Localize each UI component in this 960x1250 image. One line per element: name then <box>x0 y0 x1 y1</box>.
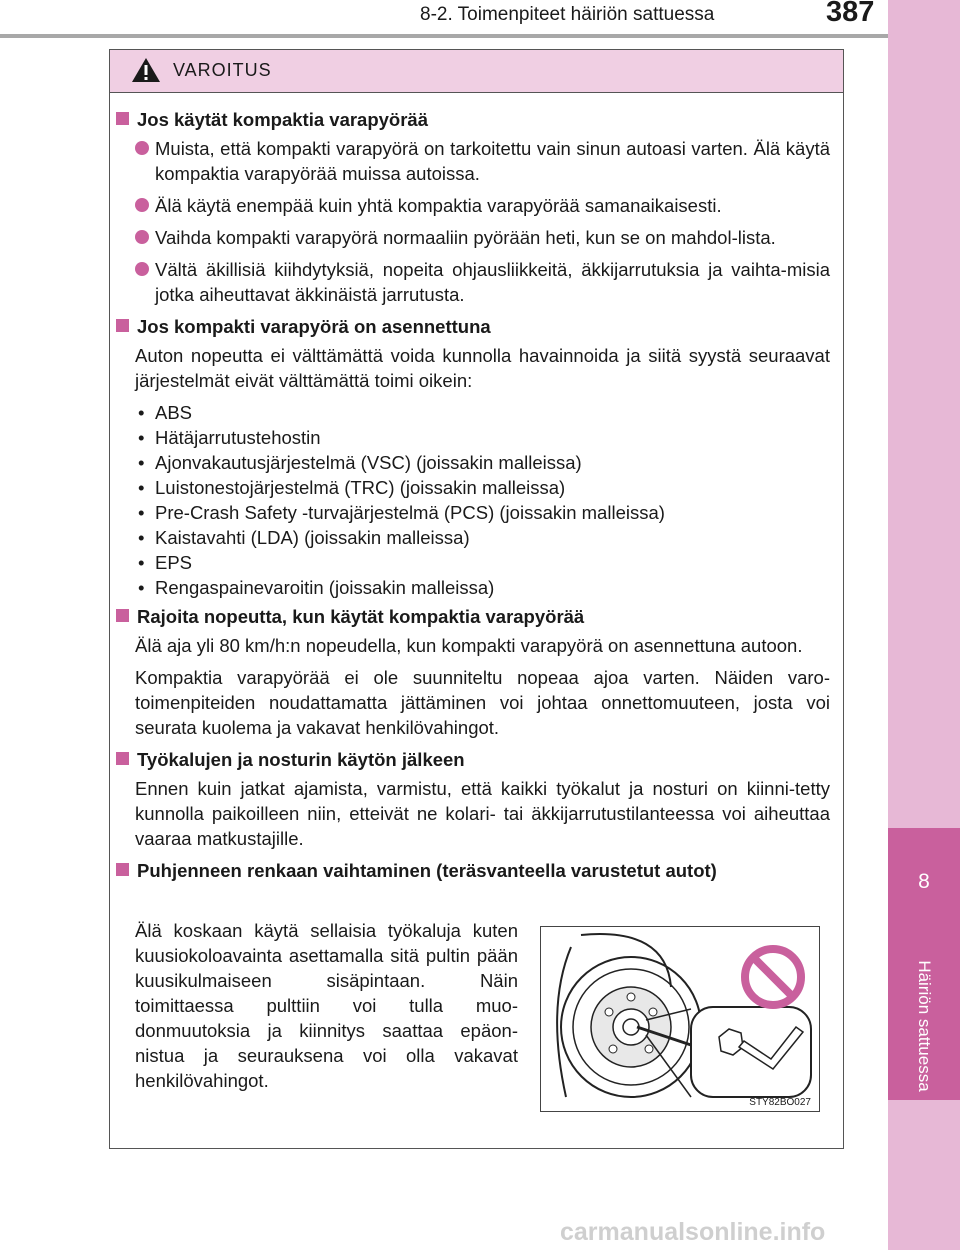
paragraph: Kompaktia varapyörää ei ole suunniteltu nopeaa ajoa varten. Näiden varo-toimenpiteiden noudattamatta jättäminen voi johtaa onnettomuuteen, josta voi seurata kuolema ja vakavat henkilövahingot. <box>135 667 830 738</box>
section-heading: Jos käytät kompaktia varapyörää <box>115 107 845 132</box>
list-item: • Ajonvakautusjärjestelmä (VSC) (joissakin malleissa) <box>110 450 845 475</box>
watermark: carmanualsonline.info <box>560 1218 826 1246</box>
list-item: • Luistonestojärjestelmä (TRC) (joissakin malleissa) <box>110 475 845 500</box>
hex-key-warning-illustration <box>541 927 819 1111</box>
bullet-item: Vaihda kompakti varapyörä normaaliin pyörään heti, kun se on mahdol-lista. <box>110 225 845 250</box>
list-item: • ABS <box>110 400 845 425</box>
list-item: • Hätäjarrutustehostin <box>110 425 845 450</box>
list-item: • Kaistavahti (LDA) (joissakin malleissa) <box>110 525 845 550</box>
section-heading: Rajoita nopeutta, kun käytät kompaktia varapyörää <box>115 604 845 629</box>
chapter-tab <box>888 828 960 1100</box>
warning-body <box>110 107 845 887</box>
list-item: • Rengaspainevaroitin (joissakin malleissa) <box>110 575 845 600</box>
paragraph: Ennen kuin jatkat ajamista, varmistu, että kaikki työkalut ja nosturi on kiinni-tetty kunnolla paikoilleen niin, etteivät ne kolari- tai äkkijarrutustilanteessa voi aiheuttaa vaaraa matkustajille. <box>135 778 830 849</box>
header-rule <box>0 34 888 38</box>
bullet-item: Vältä äkillisiä kiihdytyksiä, nopeita ohjausliikkeitä, äkkijarrutuksia ja vaihta-misia jotka aiheuttavat äkkinäistä jarrutusta. <box>110 257 845 307</box>
header-title: 8-2. Toimenpiteet häiriön sattuessa <box>420 4 715 25</box>
warning-triangle-icon <box>131 56 161 84</box>
chapter-number: 8 <box>918 870 930 893</box>
list-item: • EPS <box>110 550 845 575</box>
bullet-item: Älä käytä enempää kuin yhtä kompaktia varapyörää samanaikaisesti. <box>110 193 845 218</box>
warning-box <box>109 49 844 1149</box>
section-heading: Työkalujen ja nosturin käytön jälkeen <box>115 747 845 772</box>
page-number: 387 <box>826 0 875 28</box>
warning-header <box>110 50 843 93</box>
chapter-title: Häiriön sattuessa <box>915 960 934 1092</box>
section-heading: Puhjenneen renkaan vaihtaminen (teräsvanteella varustetut autot) <box>115 858 845 883</box>
wheel-illustration <box>540 926 820 1112</box>
list-item: • Pre-Crash Safety -turvajärjestelmä (PCS) (joissakin malleissa) <box>110 500 845 525</box>
paragraph: Älä koskaan käytä sellaisia työkaluja kuten kuusiokoloavainta asettamalla sitä pultin pään kuusikulmaiseen sisäpintaan. Näin toimittaessa pulttiin voi tulla muo-donmuutoksia ja kiinnitys saattaa epäon-nistua ja seurauksena voi olla vakavat henkilövahingot. <box>135 920 518 1091</box>
warning-title: VAROITUS <box>173 60 272 80</box>
paragraph: Auton nopeutta ei välttämättä voida kunnolla havainnoida ja siitä syystä seuraavat järjestelmät eivät välttämättä toimi oikein: <box>135 345 830 391</box>
section-heading: Jos kompakti varapyörä on asennettuna <box>115 314 845 339</box>
figure-code: STY82BO027 <box>749 1097 811 1108</box>
bullet-item: Muista, että kompakti varapyörä on tarkoitettu vain sinun autoasi varten. Älä käytä kompaktia varapyörää muissa autoissa. <box>110 136 845 186</box>
paragraph: Älä aja yli 80 km/h:n nopeudella, kun kompakti varapyörä on asennettuna autoon. <box>135 635 803 656</box>
